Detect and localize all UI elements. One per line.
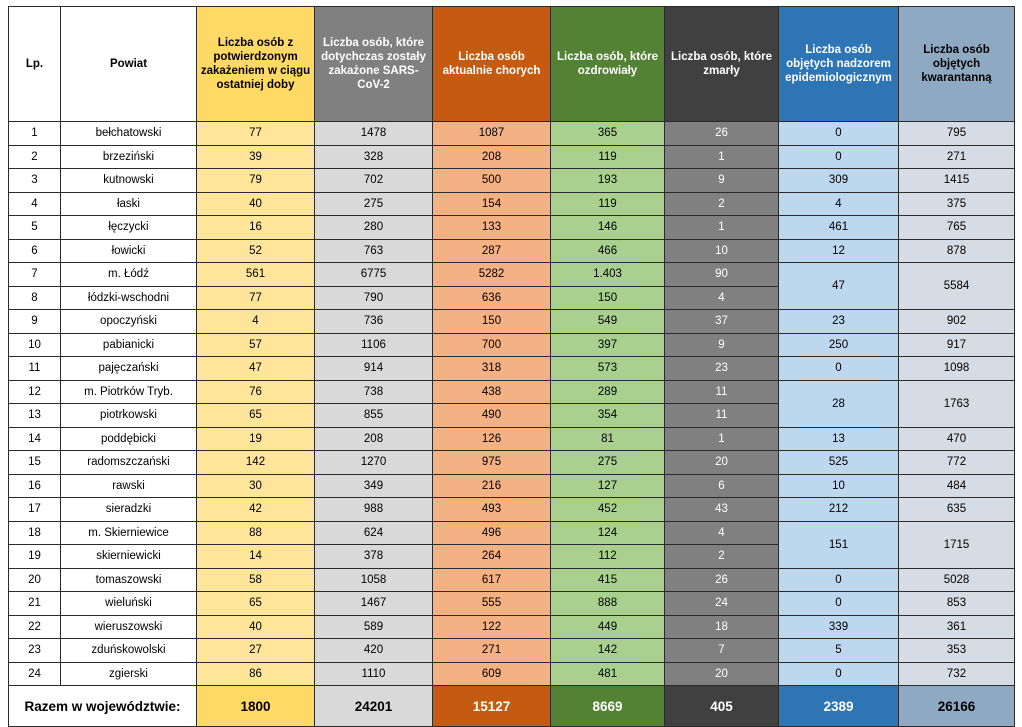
cell-supervision: 212 xyxy=(779,498,899,522)
cell-deaths: 37 xyxy=(665,310,779,334)
cell-deaths: 11 xyxy=(665,404,779,428)
cell-supervision: 0 xyxy=(779,122,899,146)
cell-total-cases: 738 xyxy=(315,380,433,404)
cell-supervision: 0 xyxy=(779,357,899,381)
cell-new-cases: 40 xyxy=(197,615,315,639)
table-row xyxy=(9,615,1015,639)
cell-quarantine: 1715 xyxy=(899,521,1015,568)
cell-total-cases: 624 xyxy=(315,521,433,545)
cell-quarantine: 353 xyxy=(899,639,1015,663)
cell-new-cases: 79 xyxy=(197,169,315,193)
cell-supervision: 151 xyxy=(779,521,899,568)
cell-new-cases: 88 xyxy=(197,521,315,545)
cell-total-cases: 855 xyxy=(315,404,433,428)
cell-total-cases: 328 xyxy=(315,145,433,169)
cell-recovered: 146 xyxy=(551,216,665,240)
cell-new-cases: 40 xyxy=(197,192,315,216)
cell-recovered: 397 xyxy=(551,333,665,357)
cell-recovered: 1.403 xyxy=(551,263,665,287)
header-total-cases: Liczba osób, które dotychczas zostały zakażone SARS-CoV-2 xyxy=(315,7,433,122)
cell-lp: 12 xyxy=(9,380,61,404)
cell-supervision: 28 xyxy=(779,380,899,427)
cell-supervision: 4 xyxy=(779,192,899,216)
cell-active-cases: 5282 xyxy=(433,263,551,287)
cell-active-cases: 208 xyxy=(433,145,551,169)
cell-total-cases: 790 xyxy=(315,286,433,310)
cell-active-cases: 438 xyxy=(433,380,551,404)
cell-recovered: 124 xyxy=(551,521,665,545)
cell-total-cases: 1110 xyxy=(315,662,433,686)
cell-active-cases: 154 xyxy=(433,192,551,216)
table-row xyxy=(9,380,1015,404)
cell-total-cases: 280 xyxy=(315,216,433,240)
cell-lp: 24 xyxy=(9,662,61,686)
cell-new-cases: 30 xyxy=(197,474,315,498)
table-row xyxy=(9,357,1015,381)
cell-deaths: 4 xyxy=(665,286,779,310)
cell-powiat: łaski xyxy=(61,192,197,216)
table-row xyxy=(9,498,1015,522)
cell-active-cases: 700 xyxy=(433,333,551,357)
cell-recovered: 449 xyxy=(551,615,665,639)
cell-active-cases: 636 xyxy=(433,286,551,310)
cell-quarantine: 484 xyxy=(899,474,1015,498)
cell-deaths: 20 xyxy=(665,662,779,686)
table-row xyxy=(9,639,1015,663)
cell-supervision: 309 xyxy=(779,169,899,193)
cell-active-cases: 126 xyxy=(433,427,551,451)
cell-quarantine: 732 xyxy=(899,662,1015,686)
cell-lp: 8 xyxy=(9,286,61,310)
cell-deaths: 24 xyxy=(665,592,779,616)
cell-lp: 18 xyxy=(9,521,61,545)
cell-lp: 17 xyxy=(9,498,61,522)
cell-lp: 16 xyxy=(9,474,61,498)
cell-powiat: tomaszowski xyxy=(61,568,197,592)
footer-supervision: 2389 xyxy=(779,686,899,727)
table-row xyxy=(9,192,1015,216)
cell-lp: 15 xyxy=(9,451,61,475)
cell-recovered: 888 xyxy=(551,592,665,616)
cell-new-cases: 76 xyxy=(197,380,315,404)
cell-deaths: 9 xyxy=(665,169,779,193)
cell-new-cases: 77 xyxy=(197,122,315,146)
cell-total-cases: 1058 xyxy=(315,568,433,592)
cell-total-cases: 208 xyxy=(315,427,433,451)
footer-total-cases: 24201 xyxy=(315,686,433,727)
cell-powiat: łowicki xyxy=(61,239,197,263)
cell-total-cases: 763 xyxy=(315,239,433,263)
cell-lp: 19 xyxy=(9,545,61,569)
table-row xyxy=(9,216,1015,240)
cell-recovered: 289 xyxy=(551,380,665,404)
cell-quarantine: 1415 xyxy=(899,169,1015,193)
cell-quarantine: 5028 xyxy=(899,568,1015,592)
table-row xyxy=(9,427,1015,451)
cell-supervision: 0 xyxy=(779,145,899,169)
header-supervision: Liczba osób objętych nadzorem epidemiologicznym xyxy=(779,7,899,122)
cell-quarantine: 361 xyxy=(899,615,1015,639)
cell-deaths: 1 xyxy=(665,145,779,169)
cell-supervision: 525 xyxy=(779,451,899,475)
cell-supervision: 339 xyxy=(779,615,899,639)
header-quarantine: Liczba osób objętych kwarantanną xyxy=(899,7,1015,122)
table-header xyxy=(9,7,1015,122)
cell-new-cases: 561 xyxy=(197,263,315,287)
table-row xyxy=(9,592,1015,616)
cell-powiat: bełchatowski xyxy=(61,122,197,146)
cell-active-cases: 555 xyxy=(433,592,551,616)
cell-deaths: 11 xyxy=(665,380,779,404)
cell-new-cases: 19 xyxy=(197,427,315,451)
table-row xyxy=(9,451,1015,475)
cell-new-cases: 42 xyxy=(197,498,315,522)
cell-powiat: wieruszowski xyxy=(61,615,197,639)
cell-new-cases: 4 xyxy=(197,310,315,334)
footer-label: Razem w województwie: xyxy=(9,686,197,727)
footer-deaths: 405 xyxy=(665,686,779,727)
cell-new-cases: 77 xyxy=(197,286,315,310)
cell-powiat: sieradzki xyxy=(61,498,197,522)
cell-new-cases: 52 xyxy=(197,239,315,263)
cell-supervision: 0 xyxy=(779,568,899,592)
cell-total-cases: 349 xyxy=(315,474,433,498)
cell-lp: 9 xyxy=(9,310,61,334)
cell-lp: 22 xyxy=(9,615,61,639)
table-footer xyxy=(9,686,1015,727)
cell-new-cases: 65 xyxy=(197,592,315,616)
cell-recovered: 365 xyxy=(551,122,665,146)
cell-recovered: 193 xyxy=(551,169,665,193)
cell-lp: 4 xyxy=(9,192,61,216)
cell-deaths: 1 xyxy=(665,427,779,451)
cell-powiat: m. Łódź xyxy=(61,263,197,287)
cell-active-cases: 975 xyxy=(433,451,551,475)
cell-powiat: brzeziński xyxy=(61,145,197,169)
cell-quarantine: 853 xyxy=(899,592,1015,616)
cell-active-cases: 216 xyxy=(433,474,551,498)
cell-quarantine: 470 xyxy=(899,427,1015,451)
cell-lp: 13 xyxy=(9,404,61,428)
cell-active-cases: 490 xyxy=(433,404,551,428)
cell-deaths: 6 xyxy=(665,474,779,498)
footer-row xyxy=(9,686,1015,727)
cell-lp: 10 xyxy=(9,333,61,357)
cell-supervision: 461 xyxy=(779,216,899,240)
footer-quarantine: 26166 xyxy=(899,686,1015,727)
cell-deaths: 7 xyxy=(665,639,779,663)
cell-quarantine: 765 xyxy=(899,216,1015,240)
cell-lp: 1 xyxy=(9,122,61,146)
cell-total-cases: 275 xyxy=(315,192,433,216)
cell-quarantine: 1098 xyxy=(899,357,1015,381)
cell-active-cases: 264 xyxy=(433,545,551,569)
cell-lp: 23 xyxy=(9,639,61,663)
cell-deaths: 2 xyxy=(665,192,779,216)
header-lp: Lp. xyxy=(9,7,61,122)
cell-powiat: rawski xyxy=(61,474,197,498)
table-row xyxy=(9,333,1015,357)
cell-total-cases: 589 xyxy=(315,615,433,639)
cell-active-cases: 617 xyxy=(433,568,551,592)
cell-powiat: pajęczański xyxy=(61,357,197,381)
table-row xyxy=(9,169,1015,193)
cell-recovered: 119 xyxy=(551,145,665,169)
cell-recovered: 119 xyxy=(551,192,665,216)
table-row xyxy=(9,568,1015,592)
cell-deaths: 90 xyxy=(665,263,779,287)
cell-powiat: m. Skierniewice xyxy=(61,521,197,545)
cell-new-cases: 142 xyxy=(197,451,315,475)
cell-lp: 20 xyxy=(9,568,61,592)
cell-total-cases: 988 xyxy=(315,498,433,522)
cell-active-cases: 1087 xyxy=(433,122,551,146)
cell-active-cases: 318 xyxy=(433,357,551,381)
header-powiat: Powiat xyxy=(61,7,197,122)
cell-powiat: zgierski xyxy=(61,662,197,686)
cell-deaths: 9 xyxy=(665,333,779,357)
cell-recovered: 150 xyxy=(551,286,665,310)
cell-deaths: 23 xyxy=(665,357,779,381)
cell-lp: 21 xyxy=(9,592,61,616)
cell-deaths: 26 xyxy=(665,568,779,592)
header-row xyxy=(9,7,1015,122)
cell-recovered: 466 xyxy=(551,239,665,263)
cell-quarantine: 772 xyxy=(899,451,1015,475)
cell-lp: 7 xyxy=(9,263,61,287)
cell-active-cases: 496 xyxy=(433,521,551,545)
cell-deaths: 43 xyxy=(665,498,779,522)
header-deaths: Liczba osób, które zmarły xyxy=(665,7,779,122)
cell-lp: 11 xyxy=(9,357,61,381)
cell-total-cases: 736 xyxy=(315,310,433,334)
cell-deaths: 18 xyxy=(665,615,779,639)
cell-total-cases: 1467 xyxy=(315,592,433,616)
cell-supervision: 250 xyxy=(779,333,899,357)
cell-new-cases: 14 xyxy=(197,545,315,569)
cell-supervision: 0 xyxy=(779,592,899,616)
cell-supervision: 23 xyxy=(779,310,899,334)
cell-lp: 14 xyxy=(9,427,61,451)
table-row xyxy=(9,263,1015,287)
cell-active-cases: 493 xyxy=(433,498,551,522)
cell-powiat: m. Piotrków Tryb. xyxy=(61,380,197,404)
cell-active-cases: 500 xyxy=(433,169,551,193)
cell-quarantine: 1763 xyxy=(899,380,1015,427)
cell-lp: 6 xyxy=(9,239,61,263)
cell-deaths: 1 xyxy=(665,216,779,240)
cell-recovered: 415 xyxy=(551,568,665,592)
table-row xyxy=(9,474,1015,498)
cell-quarantine: 635 xyxy=(899,498,1015,522)
table-row xyxy=(9,122,1015,146)
cell-quarantine: 5584 xyxy=(899,263,1015,310)
table-body xyxy=(9,122,1015,686)
cell-active-cases: 122 xyxy=(433,615,551,639)
cell-quarantine: 902 xyxy=(899,310,1015,334)
cell-active-cases: 271 xyxy=(433,639,551,663)
cell-recovered: 81 xyxy=(551,427,665,451)
cell-supervision: 10 xyxy=(779,474,899,498)
cell-new-cases: 58 xyxy=(197,568,315,592)
cell-lp: 2 xyxy=(9,145,61,169)
cell-new-cases: 86 xyxy=(197,662,315,686)
cell-powiat: zduńskowolski xyxy=(61,639,197,663)
cell-active-cases: 287 xyxy=(433,239,551,263)
cell-recovered: 549 xyxy=(551,310,665,334)
cell-new-cases: 16 xyxy=(197,216,315,240)
cell-quarantine: 375 xyxy=(899,192,1015,216)
cell-new-cases: 47 xyxy=(197,357,315,381)
cell-powiat: łęczycki xyxy=(61,216,197,240)
cell-powiat: radomszczański xyxy=(61,451,197,475)
cell-active-cases: 133 xyxy=(433,216,551,240)
cell-supervision: 13 xyxy=(779,427,899,451)
cell-powiat: opoczyński xyxy=(61,310,197,334)
cell-quarantine: 878 xyxy=(899,239,1015,263)
cell-total-cases: 914 xyxy=(315,357,433,381)
footer-active-cases: 15127 xyxy=(433,686,551,727)
cell-powiat: łódzki-wschodni xyxy=(61,286,197,310)
cell-total-cases: 702 xyxy=(315,169,433,193)
table-row xyxy=(9,310,1015,334)
cell-deaths: 2 xyxy=(665,545,779,569)
cell-new-cases: 57 xyxy=(197,333,315,357)
cell-recovered: 142 xyxy=(551,639,665,663)
cell-supervision: 12 xyxy=(779,239,899,263)
footer-new-cases: 1800 xyxy=(197,686,315,727)
table-row xyxy=(9,521,1015,545)
table-row xyxy=(9,662,1015,686)
cell-powiat: piotrkowski xyxy=(61,404,197,428)
cell-lp: 5 xyxy=(9,216,61,240)
cell-quarantine: 917 xyxy=(899,333,1015,357)
header-new-cases: Liczba osób z potwierdzonym zakażeniem w ciągu ostatniej doby xyxy=(197,7,315,122)
cell-total-cases: 1106 xyxy=(315,333,433,357)
covid-statistics-table xyxy=(8,6,1015,727)
cell-lp: 3 xyxy=(9,169,61,193)
cell-powiat: pabianicki xyxy=(61,333,197,357)
cell-powiat: skierniewicki xyxy=(61,545,197,569)
cell-new-cases: 39 xyxy=(197,145,315,169)
cell-total-cases: 378 xyxy=(315,545,433,569)
cell-supervision: 5 xyxy=(779,639,899,663)
table-row xyxy=(9,145,1015,169)
cell-recovered: 275 xyxy=(551,451,665,475)
cell-deaths: 4 xyxy=(665,521,779,545)
cell-total-cases: 6775 xyxy=(315,263,433,287)
cell-powiat: kutnowski xyxy=(61,169,197,193)
cell-total-cases: 1478 xyxy=(315,122,433,146)
footer-recovered: 8669 xyxy=(551,686,665,727)
cell-total-cases: 420 xyxy=(315,639,433,663)
cell-recovered: 127 xyxy=(551,474,665,498)
cell-active-cases: 609 xyxy=(433,662,551,686)
cell-new-cases: 27 xyxy=(197,639,315,663)
cell-deaths: 26 xyxy=(665,122,779,146)
cell-new-cases: 65 xyxy=(197,404,315,428)
cell-deaths: 20 xyxy=(665,451,779,475)
cell-supervision: 47 xyxy=(779,263,899,310)
cell-powiat: wieluński xyxy=(61,592,197,616)
cell-active-cases: 150 xyxy=(433,310,551,334)
cell-recovered: 354 xyxy=(551,404,665,428)
cell-quarantine: 271 xyxy=(899,145,1015,169)
header-active-cases: Liczba osób aktualnie chorych xyxy=(433,7,551,122)
cell-powiat: poddębicki xyxy=(61,427,197,451)
cell-quarantine: 795 xyxy=(899,122,1015,146)
table-row xyxy=(9,239,1015,263)
cell-recovered: 573 xyxy=(551,357,665,381)
cell-deaths: 10 xyxy=(665,239,779,263)
cell-recovered: 112 xyxy=(551,545,665,569)
cell-recovered: 481 xyxy=(551,662,665,686)
header-recovered: Liczba osób, które ozdrowiały xyxy=(551,7,665,122)
cell-supervision: 0 xyxy=(779,662,899,686)
cell-total-cases: 1270 xyxy=(315,451,433,475)
cell-recovered: 452 xyxy=(551,498,665,522)
